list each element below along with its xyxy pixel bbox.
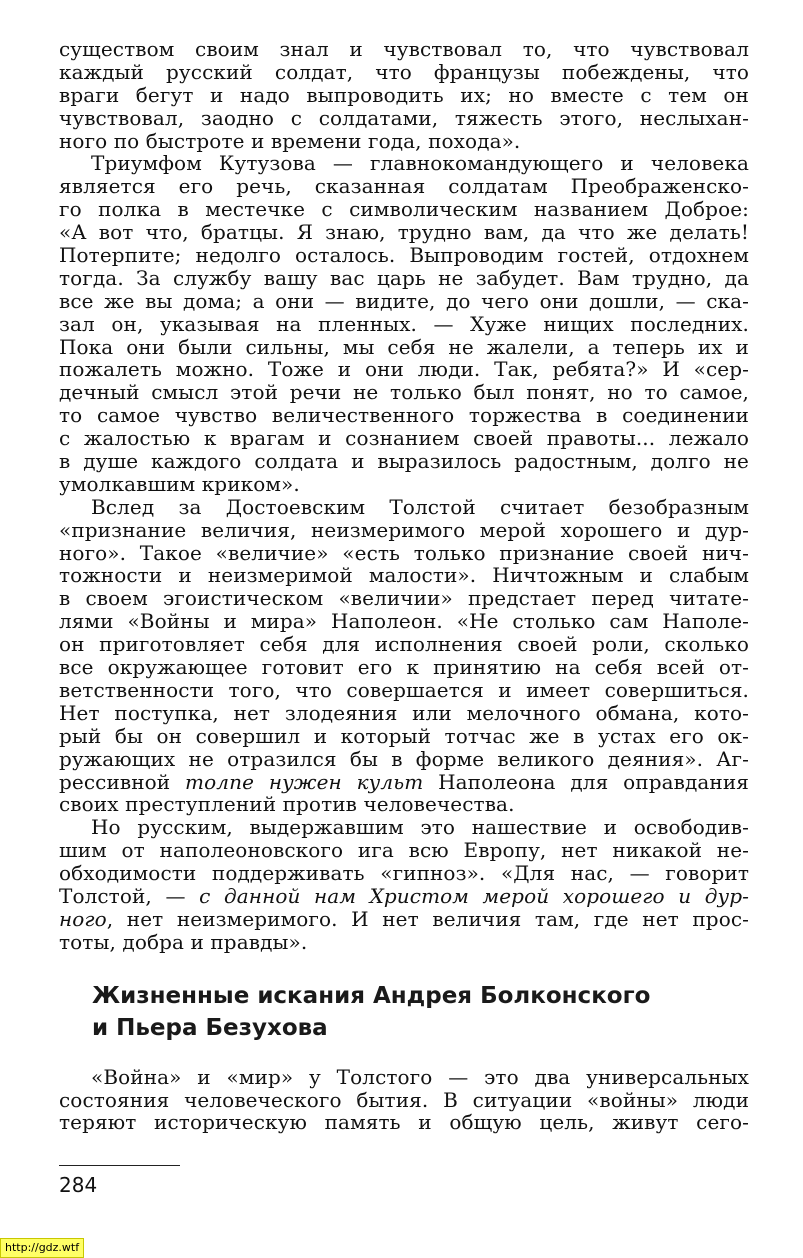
text-line: в душе каждого солдата и выразилось радостным, долго не <box>59 449 749 474</box>
text-line: Потерпите; недолго осталось. Выпроводим гостей, отдохнем <box>59 243 749 268</box>
text-line: умолкавшим криком». <box>59 471 300 496</box>
text-line: тожности и неизмеримой малости». Ничтожным и слабым <box>59 563 749 588</box>
text-line: рый бы он совершил и который тотчас же в устах его ок- <box>59 723 749 748</box>
text-line: каждый русский солдат, что французы побеждены, что <box>59 59 749 84</box>
text-line: Нет поступка, нет злодеяния или мелочного обмана, кото- <box>59 700 749 725</box>
text-line: теряют историческую память и общую цель, живут сего- <box>59 1110 749 1135</box>
text-line: ружающих не отразился бы в форме великого деяния». Аг- <box>59 746 749 771</box>
section-heading <box>92 980 749 1044</box>
text-line: го полка в местечке с символическим названием Доброе: <box>59 197 749 222</box>
text-line: лями «Войны и мира» Наполеон. «Не столько сам Наполе- <box>59 609 749 634</box>
paragraph <box>59 816 749 953</box>
text-line: Триумфом Кутузова — главнокомандующего и человека <box>91 151 749 176</box>
text-line: все же вы дома; а они — видите, до чего они дошли, — ска- <box>59 288 749 313</box>
text-line: существом своим знал и чувствовал то, что чувствовал <box>59 37 749 61</box>
text-line: Вслед за Достоевским Толстой считает безобразным <box>91 494 749 519</box>
text-line: Толстой, — с данной нам Христом мерой хорошего и дур- <box>59 883 749 908</box>
main-text <box>59 38 749 954</box>
section-heading-line: Жизненные искания Андрея Болконского <box>92 982 651 1009</box>
text-line: то самое чувство величественного торжества в соединении <box>59 403 749 428</box>
watermark-link[interactable]: http://gdz.wtf <box>0 1238 84 1258</box>
text-line: «А вот что, братцы. Я знаю, трудно вам, да что же делать! <box>59 220 749 245</box>
text-line: шим от наполеоновского ига всю Европу, нет никакой не- <box>59 838 749 863</box>
text-line: состояния человеческого бытия. В ситуации «войны» люди <box>59 1087 749 1112</box>
page-body <box>59 38 749 1134</box>
text-line: все окружающее готовит его к принятию на себя всей от- <box>59 655 749 680</box>
text-line: враги бегут и надо выпроводить их; но вместе с тем он <box>59 82 749 107</box>
paragraph <box>59 496 749 816</box>
text-line: «Война» и «мир» у Толстого — это два универсальных <box>91 1064 749 1089</box>
section-text <box>59 1066 749 1135</box>
text-line: Но русским, выдержавшим это нашествие и освободив- <box>91 815 749 840</box>
page-number: 284 <box>59 1173 98 1197</box>
text-line: своих преступлений против человечества. <box>59 792 515 817</box>
text-line: обходимости поддерживать «гипноз». «Для нас, — говорит <box>59 861 749 886</box>
text-line: с жалостью к врагам и сознанием своей правоты... лежало <box>59 426 749 451</box>
text-line: он приготовляет себя для исполнения своей роли, сколько <box>59 632 749 657</box>
paragraph <box>59 152 749 495</box>
text-line: ного по быстроте и времени года, похода». <box>59 128 521 153</box>
text-line: тогда. За службу вашу вас царь не забудет. Вам трудно, да <box>59 265 749 290</box>
footnote-divider <box>59 1165 180 1166</box>
text-line: зал он, указывая на пленных. — Хуже нищих последних. <box>59 311 749 336</box>
section-heading-line: и Пьера Безухова <box>92 1014 328 1041</box>
text-line: Пока они были сильны, мы себя не жалели, а теперь их и <box>59 334 749 359</box>
text-line: чувствовал, заодно с солдатами, тяжесть этого, неслыхан- <box>59 105 749 130</box>
text-line: ветственности того, что совершается и имеет совершиться. <box>59 677 749 702</box>
paragraph <box>59 38 749 152</box>
text-line: «признание величия, неизмеримого мерой хорошего и дур- <box>59 517 749 542</box>
text-line: является его речь, сказанная солдатам Преображенско- <box>59 174 749 199</box>
text-line: в своем эгоистическом «величии» предстает перед читате- <box>59 586 749 611</box>
text-line: тоты, добра и правды». <box>59 929 308 954</box>
text-line: пожалеть можно. Тоже и они люди. Так, ребята?» И «сер- <box>59 357 749 382</box>
text-line: дечный смысл этой речи не только был понят, но то самое, <box>59 380 749 405</box>
text-line: ного, нет неизмеримого. И нет величия там, где нет прос- <box>59 906 749 931</box>
text-line: рессивной толпе нужен культ Наполеона для оправдания <box>59 769 749 794</box>
text-line: ного». Такое «величие» «есть только признание своей нич- <box>59 540 749 565</box>
